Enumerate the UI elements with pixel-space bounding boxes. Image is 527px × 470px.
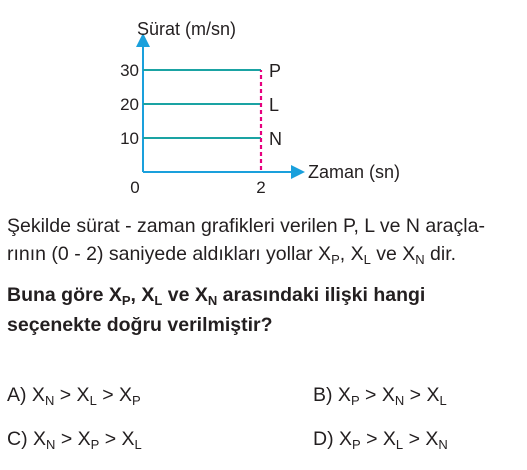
- y-axis-label: Sürat (m/sn): [137, 19, 237, 39]
- option-d[interactable]: D) $X_P > X_L > X_N$: [313, 428, 448, 452]
- question-line-2: rının (0 - 2) saniyede aldıkları yollar $X_P$, $X_L$ ve $X_N$ dir.: [7, 243, 457, 267]
- option-c[interactable]: C) $X_N > X_P > X_L$: [7, 428, 142, 452]
- question-line-1: Şekilde sürat - zaman grafikleri verilen P, L ve N araçla-: [7, 215, 485, 237]
- series-layer: [143, 70, 261, 138]
- question-prompt-line-2: seçenekte doğru verilmiştir?: [7, 314, 273, 336]
- series-label-p: P: [269, 61, 282, 81]
- y-tick-label-20: 20: [120, 95, 139, 114]
- y-tick-labels: [120, 61, 139, 148]
- series-label-l: L: [269, 95, 280, 115]
- question-prompt-line-1: Buna göre $X_P$, $X_L$ ve $X_N$ arasındaki ilişki hangi: [7, 284, 426, 308]
- x-tick-label-0: 0: [130, 178, 140, 197]
- series-labels: [269, 61, 282, 149]
- y-tick-label-30: 30: [120, 61, 139, 80]
- option-a[interactable]: A) $X_N > X_L > X_P$: [7, 384, 141, 408]
- x-tick-labels: [130, 178, 265, 197]
- x-axis-label: Zaman (sn): [308, 162, 401, 182]
- option-b[interactable]: B) $X_P > X_N > X_L$: [313, 384, 447, 408]
- y-tick-label-10: 10: [120, 129, 139, 148]
- speed-time-chart: [0, 0, 527, 200]
- x-tick-label-2: 2: [256, 178, 266, 197]
- series-label-n: N: [269, 129, 282, 149]
